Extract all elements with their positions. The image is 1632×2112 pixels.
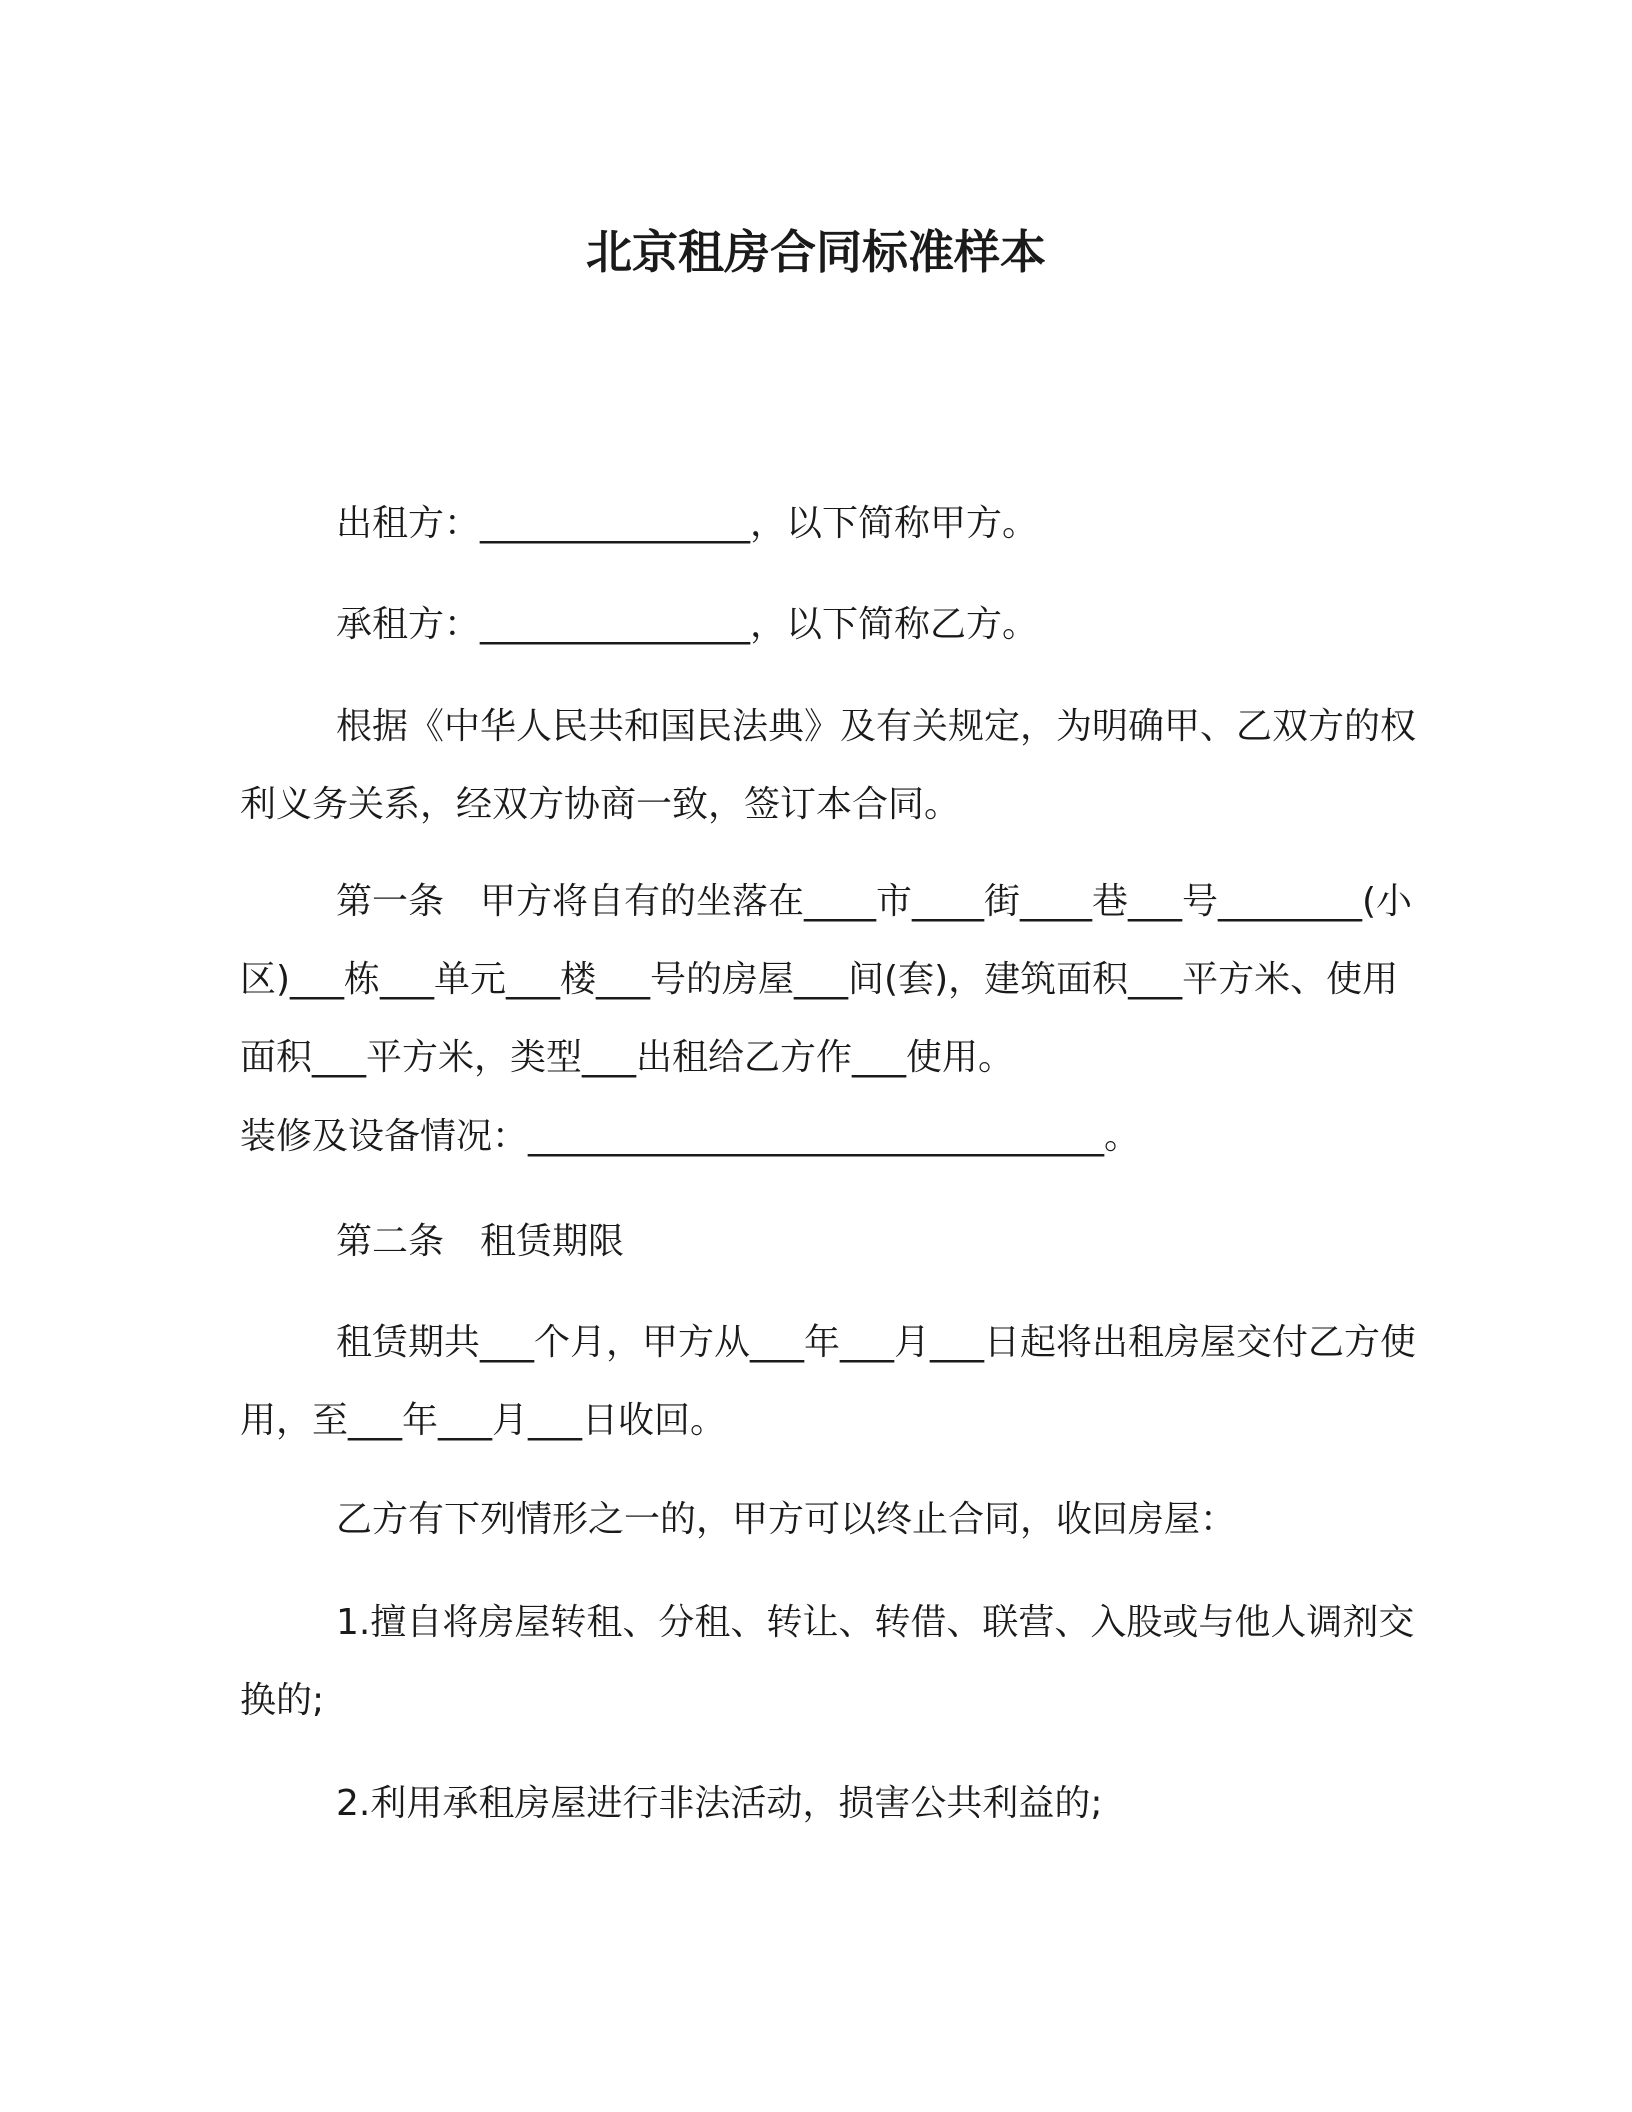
termination-item-1: 1.擅自将房屋转租、分租、转让、转借、联营、入股或与他人调剂交换的; [240, 1602, 1415, 1721]
article-2-heading: 第二条 租赁期限 [336, 1221, 625, 1262]
lessor-line: 出租方：_______________，以下简称甲方。 [336, 503, 1039, 544]
article-1-paragraph: 第一条 甲方将自有的坐落在____市____街____巷___号________(小区)___栋___单元___楼___号的房屋___间(套)，建筑面积___平方米、使用面积___平方米，类型___出租给乙方作___使用。 [240, 881, 1413, 1078]
article-1-decoration-line: 装修及设备情况：________________________________。 [240, 1116, 1141, 1157]
termination-item-2: 2.利用承租房屋进行非法活动，损害公共利益的; [336, 1783, 1103, 1824]
termination-intro: 乙方有下列情形之一的，甲方可以终止合同，收回房屋： [336, 1499, 1237, 1540]
article-2-body: 租赁期共___个月，甲方从___年___月___日起将出租房屋交付乙方使用，至___年___月___日收回。 [240, 1322, 1417, 1441]
lessee-line: 承租方：_______________，以下简称乙方。 [336, 604, 1039, 645]
document-title: 北京租房合同标准样本 [586, 225, 1046, 279]
preamble-paragraph: 根据《中华人民共和国民法典》及有关规定，为明确甲、乙双方的权利义务关系，经双方协商一致，签订本合同。 [240, 706, 1417, 825]
